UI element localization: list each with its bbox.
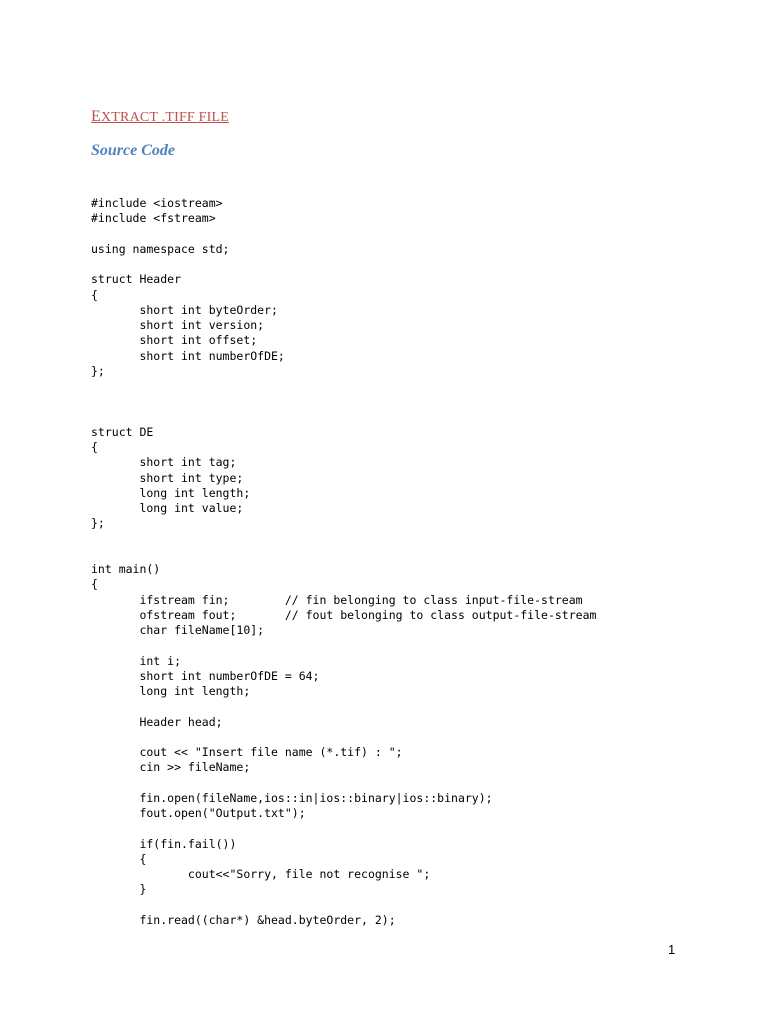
code-line: [91, 547, 731, 562]
code-line: [91, 776, 731, 791]
code-line: cout<<"Sorry, file not recognise ";: [91, 867, 431, 881]
code-line: [91, 699, 731, 714]
code-line: long int length;: [91, 485, 251, 500]
code-line: long int value;: [91, 501, 244, 515]
code-line: short int offset;: [91, 333, 258, 348]
code-line: cout << "Insert file name (*.tif) : ";: [91, 745, 403, 759]
code-line: char fileName[10];: [91, 623, 265, 637]
document-title-initial: E: [91, 108, 101, 125]
code-line: [91, 257, 731, 272]
code-line: using namespace std;: [91, 241, 230, 256]
code-line: #include <iostream>: [91, 196, 223, 210]
code-line: [91, 410, 731, 425]
code-line: short int version;: [91, 318, 265, 332]
code-line: [91, 821, 731, 836]
code-line: [91, 394, 731, 409]
code-line: if(fin.fail()): [91, 836, 237, 851]
code-line: short int byteOrder;: [91, 302, 278, 317]
code-line: };: [91, 363, 105, 378]
code-line: }: [91, 882, 147, 897]
code-line: };: [91, 516, 105, 531]
code-line: fout.open("Output.txt");: [91, 806, 306, 820]
code-line: [91, 227, 731, 242]
code-line: struct DE: [91, 424, 154, 439]
code-line: [91, 532, 731, 547]
code-line: int i;: [91, 653, 182, 668]
code-line: short int numberOfDE = 64;: [91, 668, 320, 683]
page-number: 1: [668, 942, 676, 957]
code-line: long int length;: [91, 684, 251, 698]
code-line: [91, 730, 731, 745]
code-line: Header head;: [91, 714, 223, 729]
code-line: fin.open(fileName,ios::in|ios::binary|ios::binary);: [91, 790, 493, 805]
document-title: [91, 108, 229, 126]
section-heading: Source Code: [91, 142, 175, 159]
code-line: fin.read((char*) &head.byteOrder, 2);: [91, 912, 396, 927]
code-line: short int type;: [91, 470, 244, 485]
code-line: ifstream fin; // fin belonging to class input-file-stream: [91, 592, 583, 607]
code-line: ofstream fout; // fout belonging to class output-file-stream: [91, 607, 597, 622]
code-line: #include <fstream>: [91, 211, 216, 226]
code-line: short int numberOfDE;: [91, 348, 285, 363]
code-line: {: [91, 440, 98, 454]
code-line: {: [91, 851, 147, 866]
document-title-rest: XTRACT .TIFF FILE: [100, 110, 229, 125]
code-line: struct Header: [91, 272, 182, 287]
source-code-block: [91, 196, 731, 928]
code-line: [91, 638, 731, 653]
code-line: {: [91, 577, 98, 592]
code-line: [91, 898, 731, 913]
code-line: {: [91, 287, 98, 302]
code-line: cin >> fileName;: [91, 760, 251, 775]
code-line: int main(): [91, 562, 161, 576]
code-line: short int tag;: [91, 455, 237, 470]
code-line: [91, 379, 731, 394]
